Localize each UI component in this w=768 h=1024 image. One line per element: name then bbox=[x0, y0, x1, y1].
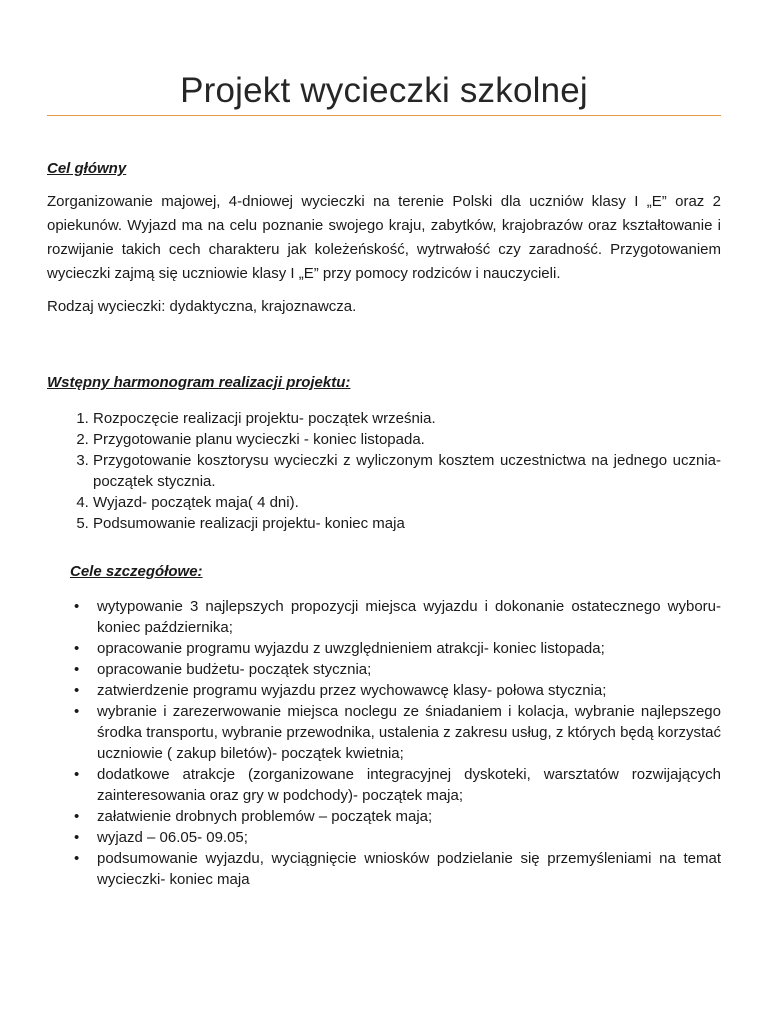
document-title: Projekt wycieczki szkolnej bbox=[180, 71, 588, 110]
goal-item bbox=[74, 764, 721, 806]
goal-item bbox=[74, 806, 721, 827]
goal-item-text: wyjazd – 06.05- 09.05; bbox=[97, 829, 248, 846]
main-goal-paragraph: Zorganizowanie majowej, 4-dniowej wycieczki na terenie Polski dla uczniów klasy I „E” oraz 2 opiekunów. Wyjazd ma na celu poznanie swojego kraju, zabytków, krajobrazów oraz kształtowanie i rozwijanie takich cech charakteru jak koleżeńskość, wytrwałość czy zaradność. Przygotowaniem wycieczki zajmą się uczniowie klasy I „E” przy pomocy rodziców i nauczycieli. bbox=[47, 193, 721, 282]
goal-item bbox=[74, 827, 721, 848]
goal-item bbox=[74, 848, 721, 890]
bullet-icon: • bbox=[74, 682, 80, 699]
goal-item bbox=[74, 680, 721, 701]
schedule-item: 1. Rozpoczęcie realizacji projektu- początek września. bbox=[93, 408, 721, 429]
detailed-goals-list bbox=[47, 596, 721, 890]
schedule-item: 4. Wyjazd- początek maja( 4 dni). bbox=[93, 492, 721, 513]
schedule-item: 3. Przygotowanie kosztorysu wycieczki z wyliczonym kosztem uczestnictwa na jednego ucznia- początek stycznia. bbox=[93, 450, 721, 492]
bullet-icon: • bbox=[74, 766, 80, 783]
bullet-icon: • bbox=[74, 850, 80, 867]
goal-item-text: załatwienie drobnych problemów – początek maja; bbox=[97, 808, 433, 825]
goal-item bbox=[74, 638, 721, 659]
goal-item-text: wytypowanie 3 najlepszych propozycji miejsca wyjazdu i dokonanie ostatecznego wyboru- koniec października; bbox=[97, 598, 721, 636]
bullet-icon: • bbox=[74, 829, 80, 846]
goal-item bbox=[74, 596, 721, 638]
goal-item-text: opracowanie budżetu- początek stycznia; bbox=[97, 661, 372, 678]
document-page bbox=[47, 0, 721, 890]
schedule-item: 2. Przygotowanie planu wycieczki - koniec listopada. bbox=[93, 429, 721, 450]
title-underline-rule bbox=[47, 115, 721, 116]
goal-item bbox=[74, 701, 721, 764]
goal-item bbox=[74, 659, 721, 680]
schedule-item: 5. Podsumowanie realizacji projektu- koniec maja bbox=[93, 513, 721, 534]
goal-item-text: zatwierdzenie programu wyjazdu przez wychowawcę klasy- połowa stycznia; bbox=[97, 682, 607, 699]
main-goal-heading: Cel główny bbox=[47, 160, 127, 177]
goal-item-text: podsumowanie wyjazdu, wyciągnięcie wniosków podzielanie się przemyśleniami na temat wycieczki- koniec maja bbox=[97, 850, 721, 888]
schedule-heading: Wstępny harmonogram realizacji projektu: bbox=[47, 374, 351, 391]
bullet-icon: • bbox=[74, 598, 80, 615]
goal-item-text: opracowanie programu wyjazdu z uwzględnieniem atrakcji- koniec listopada; bbox=[97, 640, 605, 657]
schedule-list bbox=[47, 408, 721, 534]
goal-item-text: dodatkowe atrakcje (zorganizowane integracyjnej dyskoteki, warsztatów rozwijających zainteresowania oraz gry w podchody)- początek maja; bbox=[97, 766, 721, 804]
goal-item-text: wybranie i zarezerwowanie miejsca noclegu ze śniadaniem i kolacja, wybranie najlepszego środka transportu, wybranie przewodnika, ustalenia z zakresu usług, z których będą korzystać uczniowie ( zakup biletów)- początek kwietnia; bbox=[97, 703, 721, 762]
trip-type-paragraph: Rodzaj wycieczki: dydaktyczna, krajoznawcza. bbox=[47, 298, 357, 315]
bullet-icon: • bbox=[74, 808, 80, 825]
bullet-icon: • bbox=[74, 640, 80, 657]
detailed-goals-heading: Cele szczegółowe: bbox=[70, 563, 203, 580]
bullet-icon: • bbox=[74, 703, 80, 720]
bullet-icon: • bbox=[74, 661, 80, 678]
